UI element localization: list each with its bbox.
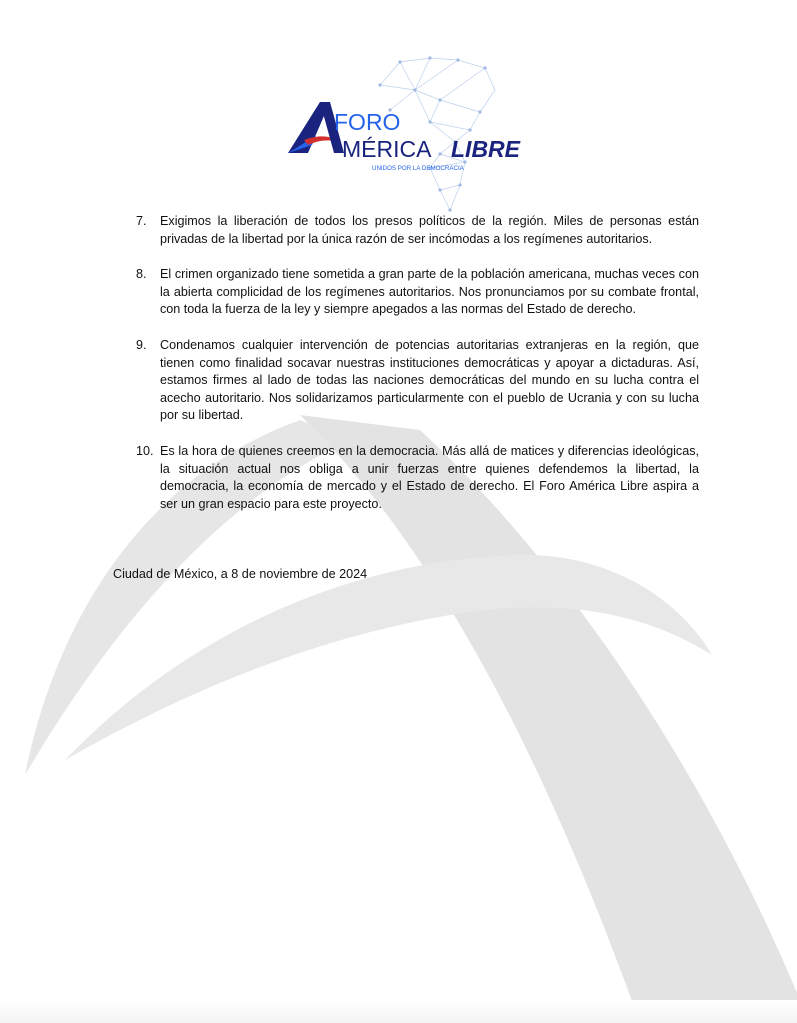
list-item: [136, 337, 699, 425]
logo-tagline: UNIDOS POR LA DEMOCRACIA: [372, 165, 464, 172]
page-bottom-edge: [0, 1000, 797, 1023]
list-item: [136, 266, 699, 319]
list-item-number: 8.: [136, 267, 147, 282]
foro-america-libre-logo: [280, 50, 540, 215]
logo-word-libre: LIBRE: [451, 136, 520, 162]
numbered-list: [136, 213, 699, 531]
list-item: [136, 213, 699, 248]
closing-place-date: Ciudad de México, a 8 de noviembre de 2024: [113, 567, 368, 581]
list-item-number: 9.: [136, 337, 147, 352]
list-item-text: Es la hora de quienes creemos en la democracia. Más allá de matices y diferencias ideológicas, la situación actual nos obliga a unir fuerzas entre quienes defendemos la libertad, la democracia, la economía de mercado y el Estado de derecho. El Foro América Libre aspira a ser un gran espacio para este proyecto.: [160, 443, 699, 511]
list-item: [136, 443, 699, 513]
list-item-text: Exigimos la liberación de todos los presos políticos de la región. Miles de personas están privadas de la libertad por la única razón de ser incómodas a los regímenes autoritarios.: [160, 214, 699, 246]
logo-word-america: MÉRICA: [342, 136, 432, 162]
list-item-number: 7.: [136, 214, 147, 228]
list-item-text: Condenamos cualquier intervención de potencias autoritarias extranjeras en la región, que tienen como finalidad socavar nuestras instituciones democráticas y apoyar a dictaduras. Así, estamos firmes al lado de todas las naciones democráticas del mundo en su lucha contra el acecho autoritario. Nos solidarizamos particularmente con el pueblo de Ucrania y con su lucha por su libertad.: [160, 337, 699, 423]
logo-word-foro: FORO: [334, 109, 401, 135]
list-item-text: El crimen organizado tiene sometida a gran parte de la población americana, muchas veces con la abierta complicidad de los regímenes autoritarios. Nos pronunciamos por su combate frontal, con toda la fuerza de la ley y siempre apegados a las normas del Estado de derecho.: [160, 267, 699, 317]
list-item-number: 10.: [136, 443, 154, 458]
